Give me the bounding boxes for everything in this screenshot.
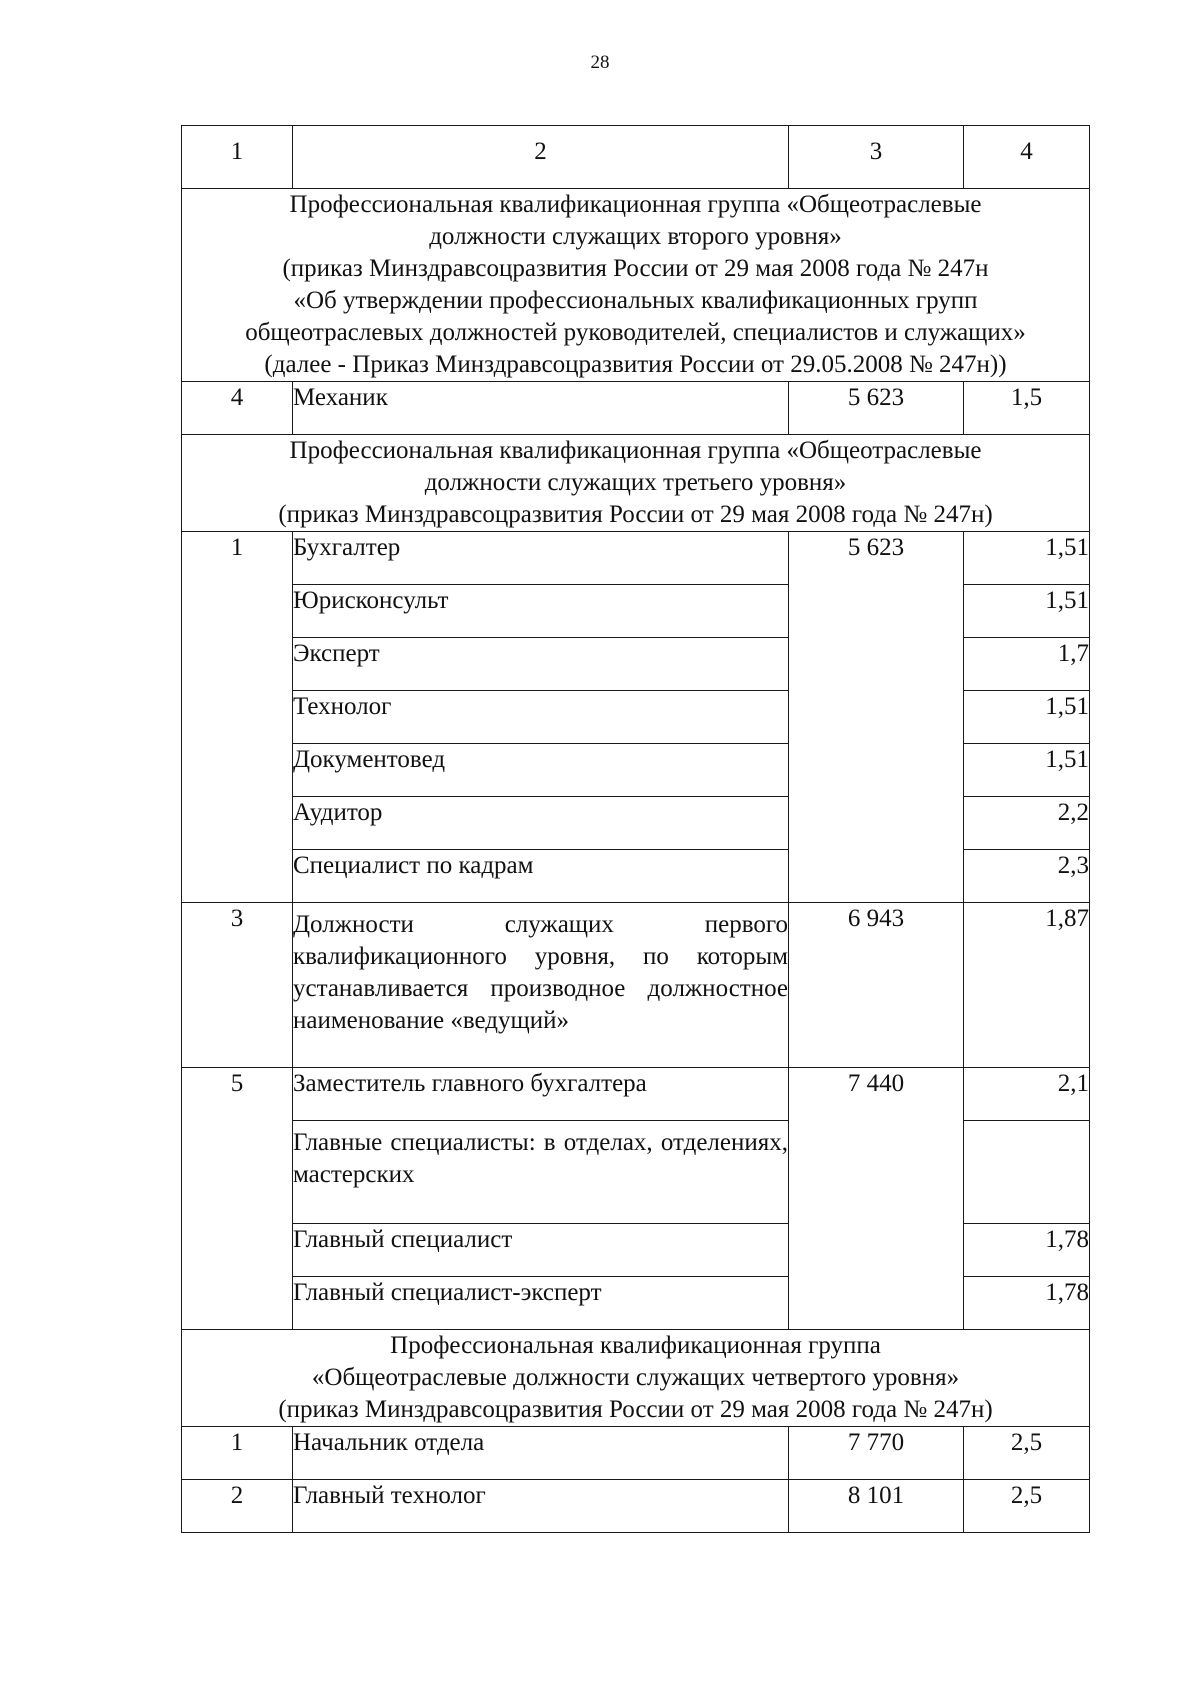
coefficient: 1,7 — [964, 638, 1090, 691]
group-header-line: (приказ Минздравсоцразвития России от 29 мая 2008 года № 247н — [282, 255, 989, 282]
group-header-line: должности служащих третьего уровня» — [424, 469, 847, 496]
position-name: Заместитель главного бухгалтера — [293, 1068, 789, 1121]
table-row — [182, 1480, 1090, 1533]
base-salary: 8 101 — [789, 1480, 964, 1533]
base-salary: 7 440 — [789, 1068, 964, 1330]
qualification-level: 3 — [182, 903, 293, 1068]
table-row — [182, 532, 1090, 585]
coefficient: 1,51 — [964, 691, 1090, 744]
qualification-level: 4 — [182, 382, 293, 435]
group-header-line: должности служащих второго уровня» — [429, 223, 842, 250]
coefficient — [964, 1121, 1090, 1224]
coefficient: 1,51 — [964, 744, 1090, 797]
group-header-line: (приказ Минздравсоцразвития России от 29 мая 2008 года № 247н) — [278, 1396, 993, 1423]
table-row — [182, 382, 1090, 435]
table-row — [182, 1068, 1090, 1121]
table-header-row — [182, 126, 1090, 189]
header-col-2: 2 — [293, 126, 789, 189]
qualification-level: 1 — [182, 1427, 293, 1480]
group-header-fourth-level — [182, 1330, 1090, 1427]
qualification-level: 5 — [182, 1068, 293, 1330]
coefficient: 1,51 — [964, 585, 1090, 638]
coefficient: 2,2 — [964, 797, 1090, 850]
coefficient: 2,5 — [964, 1427, 1090, 1480]
base-salary: 7 770 — [789, 1427, 964, 1480]
group-header-row — [182, 435, 1090, 532]
position-name: Аудитор — [293, 797, 789, 850]
group-header-third-level — [182, 435, 1090, 532]
position-name: Эксперт — [293, 638, 789, 691]
coefficient: 2,3 — [964, 850, 1090, 903]
position-name: Главный специалист — [293, 1224, 789, 1277]
group-header-line: Профессиональная квалификационная группа — [390, 1332, 881, 1359]
page-number: 28 — [590, 52, 610, 73]
coefficient: 1,78 — [964, 1224, 1090, 1277]
group-header-line: «Об утверждении профессиональных квалификационных групп — [293, 287, 978, 314]
position-name: Главный технолог — [293, 1480, 789, 1533]
group-header-line: «Общеотраслевые должности служащих четвертого уровня» — [311, 1364, 960, 1391]
position-name: Должности служащих первого квалификационного уровня, по которым устанавливается производное должностное наименование «ведущий» — [293, 903, 789, 1068]
coefficient: 1,78 — [964, 1277, 1090, 1330]
coefficient: 1,87 — [964, 903, 1090, 1068]
coefficient: 1,51 — [964, 532, 1090, 585]
position-name: Бухгалтер — [293, 532, 789, 585]
group-header-second-level — [182, 189, 1090, 382]
table-row — [182, 903, 1090, 1068]
base-salary: 5 623 — [789, 382, 964, 435]
group-header-line: Профессиональная квалификационная группа «Общеотраслевые — [289, 191, 982, 218]
group-header-row — [182, 189, 1090, 382]
position-name: Специалист по кадрам — [293, 850, 789, 903]
qualification-level: 2 — [182, 1480, 293, 1533]
base-salary: 6 943 — [789, 903, 964, 1068]
header-col-3: 3 — [789, 126, 964, 189]
group-header-line: общеотраслевых должностей руководителей, специалистов и служащих» — [245, 319, 1026, 346]
header-col-4: 4 — [964, 126, 1090, 189]
salary-table — [181, 125, 1090, 1533]
position-name: Технолог — [293, 691, 789, 744]
position-name: Главные специалисты: в отделах, отделениях, мастерских — [293, 1121, 789, 1224]
group-header-row — [182, 1330, 1090, 1427]
header-col-1: 1 — [182, 126, 293, 189]
position-name: Начальник отдела — [293, 1427, 789, 1480]
group-header-line: (далее - Приказ Минздравсоцразвития России от 29.05.2008 № 247н)) — [264, 351, 1007, 378]
group-header-line: Профессиональная квалификационная группа «Общеотраслевые — [289, 437, 982, 464]
base-salary: 5 623 — [789, 532, 964, 903]
coefficient: 1,5 — [964, 382, 1090, 435]
position-name: Механик — [293, 382, 789, 435]
table-row — [182, 1427, 1090, 1480]
position-name: Юрисконсульт — [293, 585, 789, 638]
position-name: Документовед — [293, 744, 789, 797]
group-header-line: (приказ Минздравсоцразвития России от 29 мая 2008 года № 247н) — [278, 501, 993, 528]
coefficient: 2,1 — [964, 1068, 1090, 1121]
position-name: Главный специалист-эксперт — [293, 1277, 789, 1330]
coefficient: 2,5 — [964, 1480, 1090, 1533]
qualification-level: 1 — [182, 532, 293, 903]
